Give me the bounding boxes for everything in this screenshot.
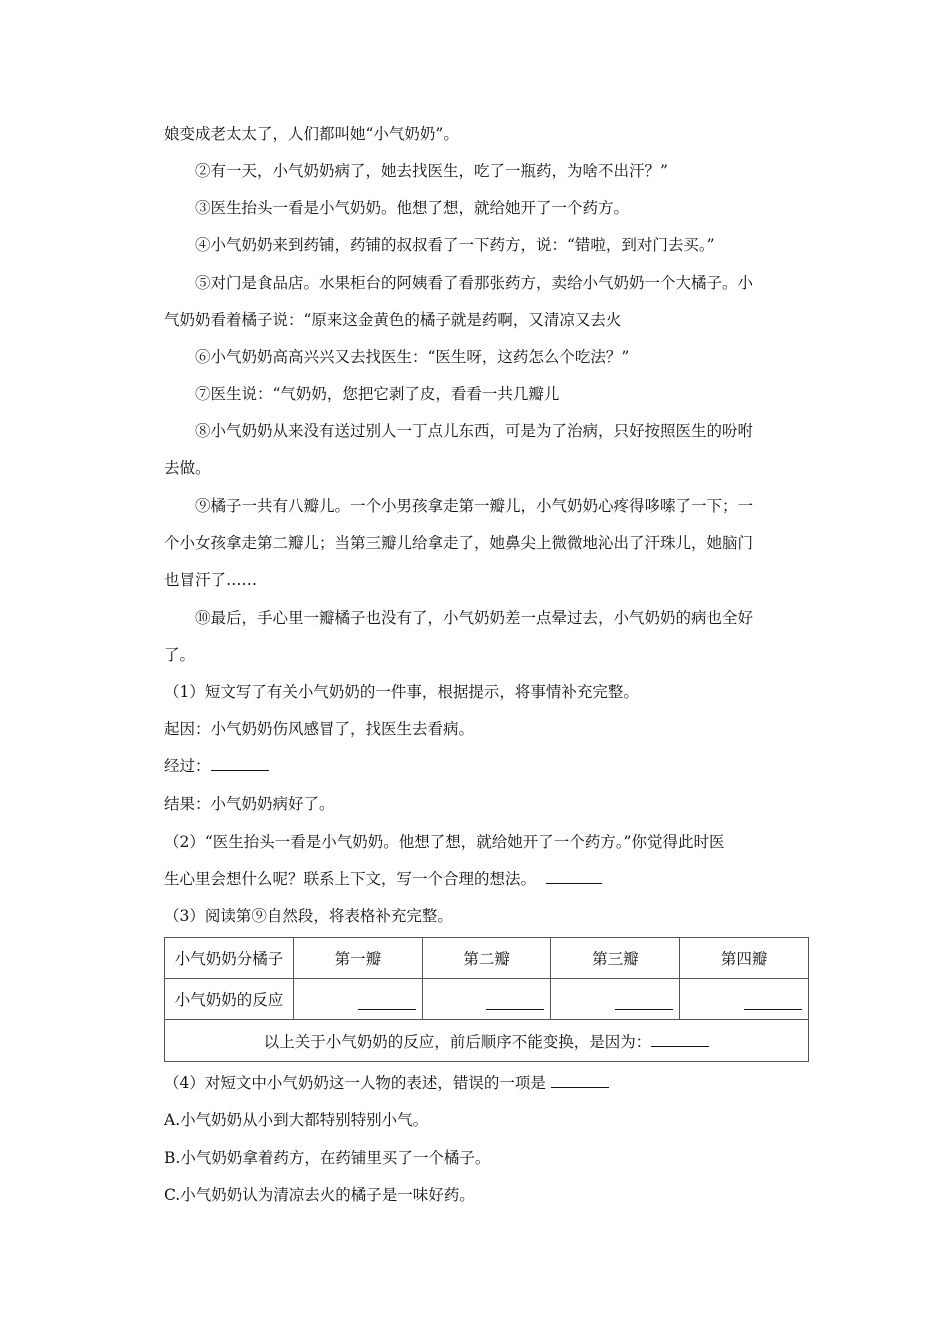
- passage-line: 个小女孩拿走第二瓣儿；当第三瓣儿给拿走了，她鼻尖上微微地沁出了汗珠儿，她脑门: [164, 534, 754, 552]
- table-cell-answer: [551, 979, 680, 1020]
- passage-paragraph-4: ④小气奶奶来到药铺，药铺的叔叔看了一下药方，说：“错啦，到对门去买。”: [195, 236, 715, 254]
- passage-line: 气奶奶看着橘子说：“原来这金黄色的橘子就是药啊，又清凉又去火: [164, 311, 622, 329]
- passage-line: 也冒汗了……: [164, 571, 258, 589]
- question-4-prompt: [164, 1073, 809, 1093]
- table-reason-text: 以上关于小气奶奶的反应，前后顺序不能变换，是因为：: [263, 1032, 652, 1051]
- answer-blank-reason[interactable]: [651, 1032, 709, 1047]
- table-row: [165, 938, 809, 979]
- passage-paragraph-8: ⑧小气奶奶从来没有送过别人一丁点儿东西，可是为了治病，只好按照医生的吩咐: [195, 422, 754, 440]
- answer-blank-reaction-2[interactable]: [486, 995, 544, 1010]
- answer-table: [164, 937, 809, 1062]
- table-column-header: 第一瓣: [294, 938, 423, 979]
- table-row: [165, 979, 809, 1020]
- question-2-line-2: [164, 869, 809, 889]
- passage-line: 去做。: [164, 459, 211, 477]
- table-column-header: 第二瓣: [422, 938, 551, 979]
- table-column-header: 第三瓣: [551, 938, 680, 979]
- question-1-cause: 起因：小气奶奶伤风感冒了，找医生去看病。: [164, 720, 475, 738]
- answer-blank-reaction-3[interactable]: [615, 995, 673, 1010]
- option-b: B.小气奶奶拿着药方，在药铺里买了一个橘子。: [164, 1149, 491, 1167]
- passage-paragraph-9: ⑨橘子一共有八瓣儿。一个小男孩拿走第一瓣儿，小气奶奶心疼得哆嗦了一下；一: [195, 497, 754, 515]
- question-1-process: [164, 756, 809, 776]
- question-2-text: 生心里会想什么呢？联系上下文，写一个合理的想法。: [164, 870, 537, 888]
- answer-blank-q4[interactable]: [551, 1073, 609, 1088]
- table-column-header: 第四瓣: [680, 938, 809, 979]
- answer-blank-reaction-1[interactable]: [358, 995, 416, 1010]
- passage-line: 了。: [164, 646, 196, 664]
- table-row: [165, 1020, 809, 1062]
- option-a: A.小气奶奶从小到大都特别特别小气。: [164, 1111, 429, 1129]
- passage-paragraph-7: ⑦医生说：“气奶奶，您把它剥了皮，看看一共几瓣儿: [195, 385, 560, 403]
- table-row-head: 小气奶奶分橘子: [165, 938, 294, 979]
- question-1-process-label: 经过：: [164, 757, 211, 775]
- passage-paragraph-6: ⑥小气奶奶高高兴兴又去找医生：“医生呀，这药怎么个吃法？”: [195, 348, 630, 366]
- passage-paragraph-10: ⑩最后，手心里一瓣橘子也没有了，小气奶奶差一点晕过去，小气奶奶的病也全好: [195, 609, 754, 627]
- table-cell-answer: [680, 979, 809, 1020]
- option-c: C.小气奶奶认为清凉去火的橘子是一味好药。: [164, 1186, 475, 1204]
- answer-blank-process[interactable]: [211, 756, 269, 771]
- answer-blank-q2[interactable]: [546, 869, 602, 884]
- question-4-text: （4）对短文中小气奶奶这一人物的表述，错误的一项是: [164, 1074, 546, 1092]
- passage-paragraph-5: ⑤对门是食品店。水果柜台的阿姨看了看那张药方，卖给小气奶奶一个大橘子。小: [195, 274, 754, 292]
- table-row-head: 小气奶奶的反应: [165, 979, 294, 1020]
- passage-line: 娘变成老太太了，人们都叫她“小气奶奶”。: [164, 125, 459, 143]
- question-3-prompt: （3）阅读第⑨自然段，将表格补充完整。: [164, 907, 453, 925]
- table-reason-cell: [165, 1020, 809, 1062]
- question-2-line-1: （2）“医生抬头一看是小气奶奶。他想了想，就给她开了一个药方。”你觉得此时医: [164, 833, 725, 851]
- question-1-result: 结果：小气奶奶病好了。: [164, 795, 335, 813]
- question-1-prompt: （1）短文写了有关小气奶奶的一件事，根据提示，将事情补充完整。: [164, 683, 639, 701]
- passage-paragraph-3: ③医生抬头一看是小气奶奶。他想了想，就给她开了一个药方。: [195, 199, 630, 217]
- table-cell-answer: [422, 979, 551, 1020]
- table-cell-answer: [294, 979, 423, 1020]
- passage-paragraph-2: ②有一天，小气奶奶病了，她去找医生，吃了一瓶药，为啥不出汗？”: [195, 162, 668, 180]
- answer-blank-reaction-4[interactable]: [744, 995, 802, 1010]
